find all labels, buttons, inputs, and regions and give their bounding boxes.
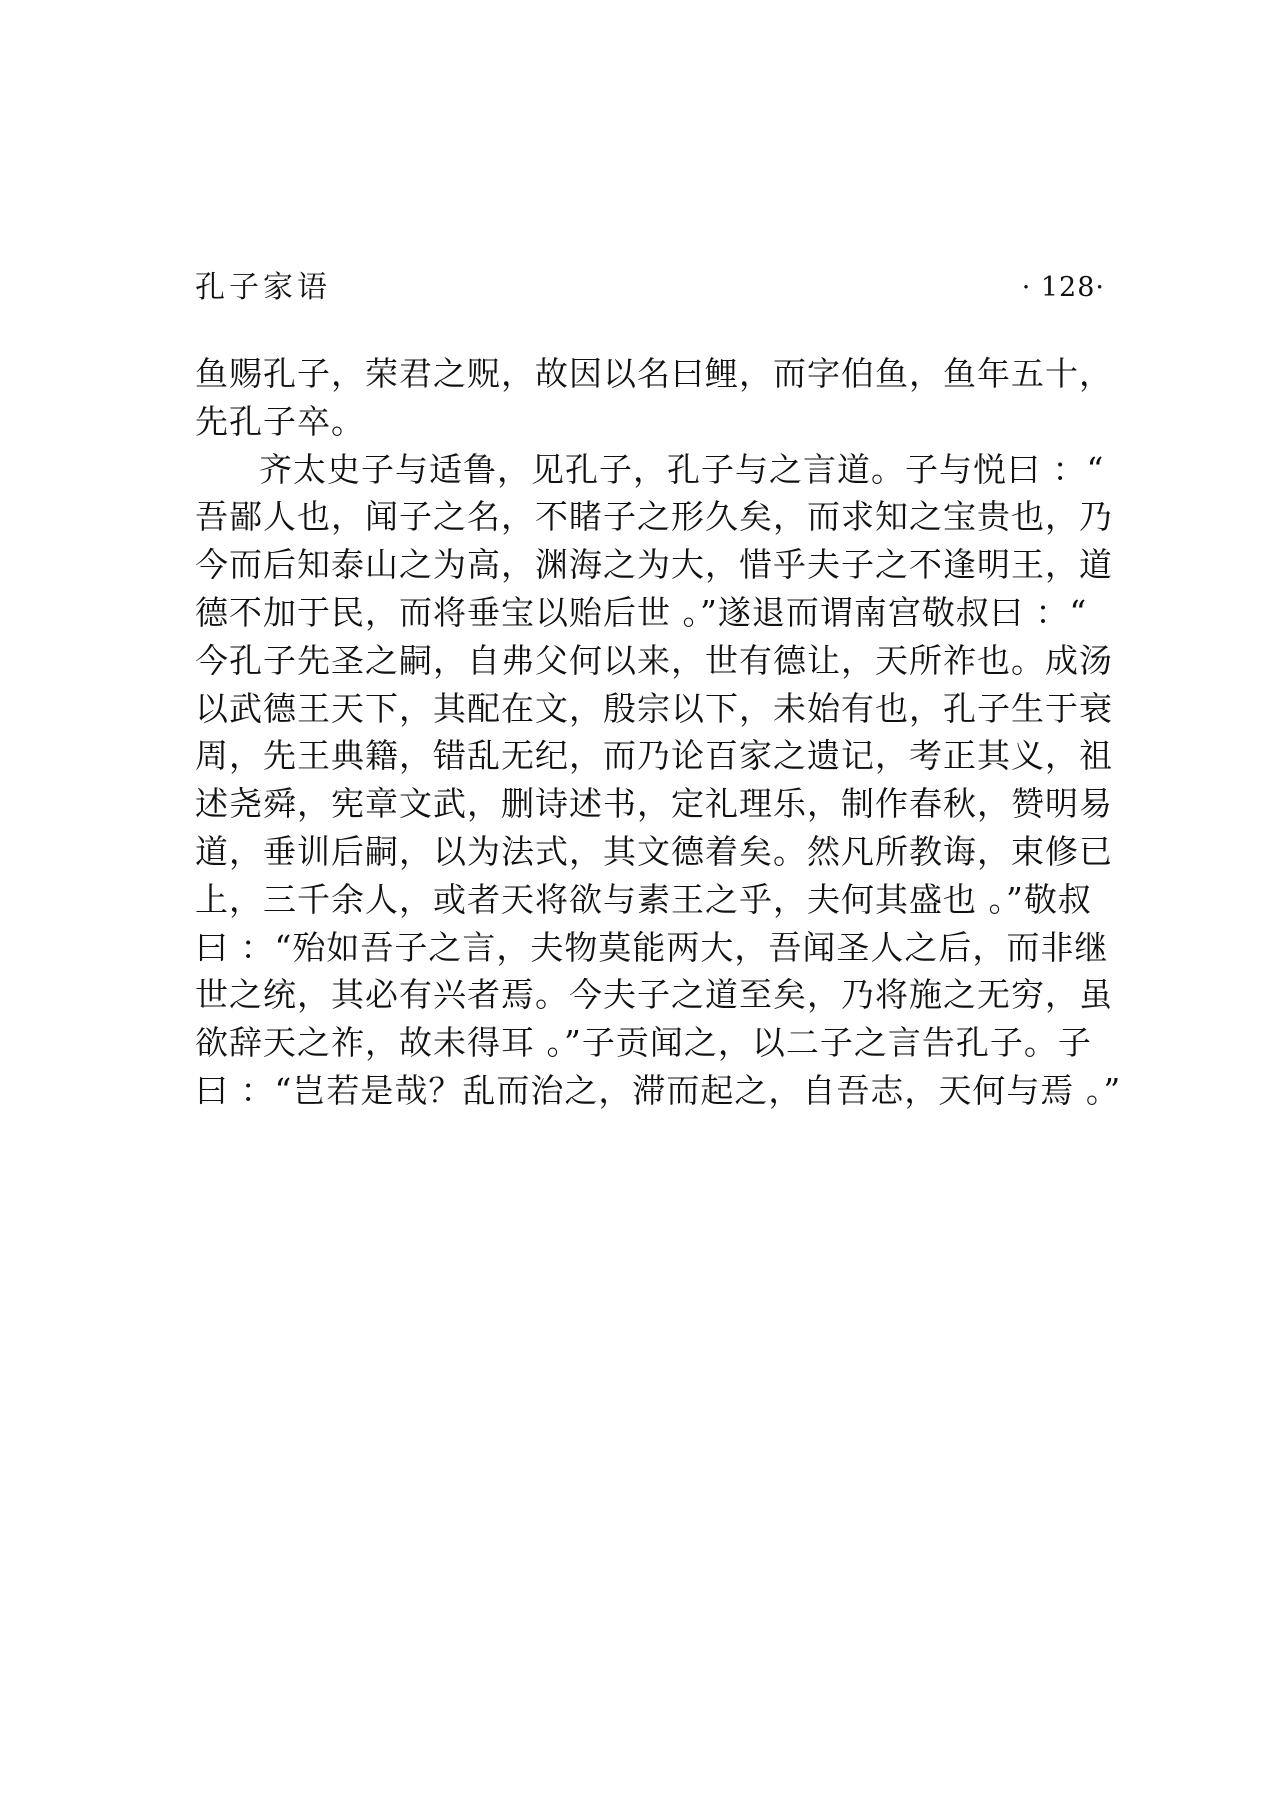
- text-line: 吾鄙人也，闻子之名，不睹子之形久矣，而求知之宝贵也，乃: [195, 497, 1113, 537]
- book-title: 孔子家语: [195, 270, 331, 305]
- text-line: 上，三千余人，或者天将欲与素王之乎，夫何其盛也 。”敬叔: [195, 879, 1092, 919]
- text-line: 德不加于民，而将垂宝以贻后世 。”遂退而谓南宫敬叔曰 ：“: [195, 592, 1088, 632]
- body-text: [195, 350, 1122, 1115]
- text-line: 周，先王典籍，错乱无纪，而乃论百家之遗记，考正其义，祖: [195, 736, 1113, 776]
- text-line: 鱼赐孔子，荣君之贶，故因以名曰鲤，而字伯鱼，鱼年五十，: [195, 354, 1113, 393]
- text-line: 今孔子先圣之嗣，自弗父何以来，世有德让，天所祚也。成汤: [195, 640, 1113, 680]
- text-line: 道，垂训后嗣，以为法式，其文德着矣。然凡所教诲，束修已: [195, 831, 1113, 871]
- page-number: · 128·: [1021, 272, 1105, 303]
- text-line: 欲辞天之祚，故未得耳 。”子贡闻之，以二子之言告孔子。子: [195, 1023, 1092, 1063]
- text-line: 以武德王天下，其配在文，殷宗以下，未始有也，孔子生于衰: [195, 688, 1113, 728]
- paragraph-first-line: 齐太史子与适鲁，见孔子，孔子与之言道。子与悦曰 ：“: [259, 449, 1105, 489]
- text-line: 曰 ：“岂若是哉？乱而治之，滞而起之，自吾志，天何与焉 。”: [195, 1070, 1122, 1110]
- text-line: 述尧舜，宪章文武，删诗述书，定礼理乐，制作春秋，赞明易: [195, 784, 1113, 824]
- text-line: 今而后知泰山之为高，渊海之为大，惜乎夫子之不逢明王，道: [195, 545, 1113, 585]
- text-line: 先孔子卒。: [195, 401, 365, 441]
- text-line: 世之统，其必有兴者焉。今夫子之道至矣，乃将施之无穷，虽: [195, 975, 1113, 1015]
- text-line: 曰 ：“殆如吾子之言，夫物莫能两大，吾闻圣人之后，而非继: [195, 927, 1109, 967]
- running-header: [195, 268, 1105, 312]
